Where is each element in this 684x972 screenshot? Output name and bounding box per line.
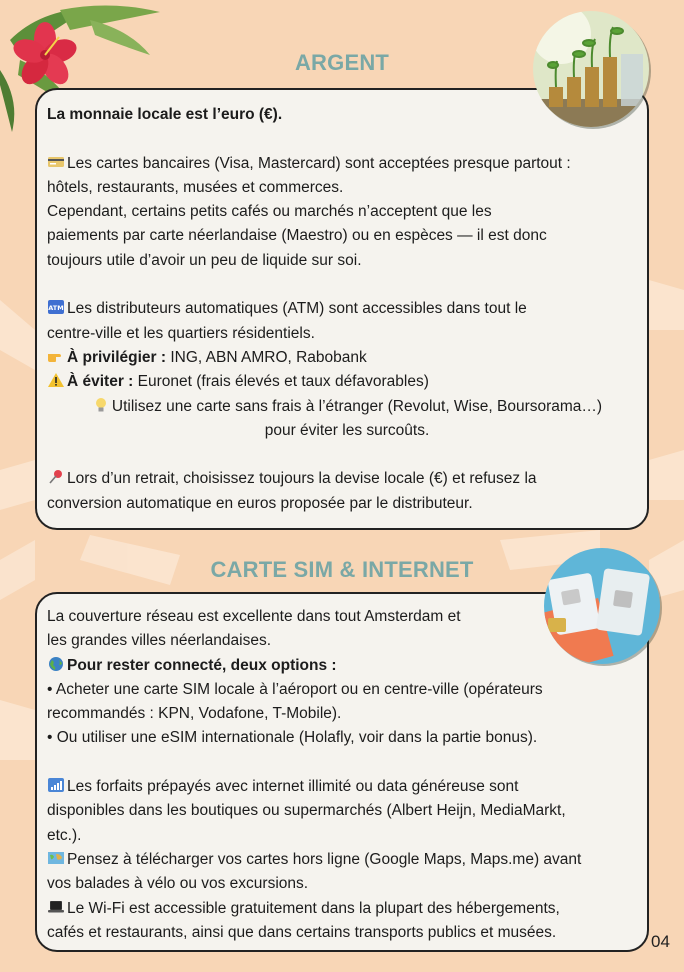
world-map-icon <box>47 850 65 866</box>
currency-intro: La monnaie locale est l’euro (€). <box>47 106 283 123</box>
section-title-argent: ARGENT <box>294 50 390 75</box>
sim-content <box>47 605 647 945</box>
coverage-paragraph: La couverture réseau est excellente dans tout Amsterdam et les grandes villes néerlandaises. Pour rester connecté, deux options : • Acheter une carte SIM locale à l’aéroport ou en centre-ville (opérateurs recommandés : KPN, Vodafone, T-Mobile). • Ou utiliser une eSIM internationale (Holafly, voir dans la partie bonus). <box>47 608 543 747</box>
light-bulb-icon <box>92 397 110 413</box>
laptop-icon <box>47 899 65 915</box>
argent-content <box>47 103 647 516</box>
globe-icon <box>47 656 65 672</box>
signal-bars-icon <box>47 777 65 793</box>
atm-icon <box>47 299 65 315</box>
plans-paragraph: Les forfaits prépayés avec internet illimité ou data généreuse sont disponibles dans les boutiques ou supermarchés (Albert Heijn, MediaMarkt, etc.). Pensez à télécharger vos cartes hors ligne (Google Maps, Maps.me) avant vos balades à vélo ou vos excursions. Le Wi-Fi est accessible gratuitement dans la plupart des hébergements, cafés et restaurants, ainsi que dans certains transports publics et musées. <box>47 778 582 941</box>
credit-card-icon <box>47 154 65 170</box>
pointing-hand-icon <box>47 348 65 364</box>
svg-text:ATM: ATM <box>48 304 64 313</box>
atm-paragraph: ATM Les distributeurs automatiques (ATM) sont accessibles dans tout le centre-ville et les quartiers résidentiels. À privilégier : ING, ABN AMRO, Rabobank À éviter : Euronet (frais élevés et taux défavorables) <box>47 300 527 391</box>
withdraw-paragraph: Lors d’un retrait, choisissez toujours la devise locale (€) et refusez la conversion automatique en euros proposée par le distributeur. <box>47 470 537 512</box>
cards-paragraph: Les cartes bancaires (Visa, Mastercard) sont acceptées presque partout : hôtels, restaurants, musées et commerces. Cependant, certains petits cafés ou marchés n’acceptent que les paiements par carte néerlandaise (Maestro) ou en espèces — il est donc toujours utile d’avoir un peu de liquide sur soi. <box>47 154 571 269</box>
warning-icon <box>47 372 65 388</box>
section-title-sim: CARTE SIM & INTERNET <box>210 557 474 582</box>
tip-paragraph: Utilisez une carte sans frais à l’étranger (Revolut, Wise, Boursorama…) pour éviter les surcoûts. <box>47 395 647 444</box>
page-number: 04 <box>651 932 670 951</box>
pushpin-icon <box>47 469 65 485</box>
